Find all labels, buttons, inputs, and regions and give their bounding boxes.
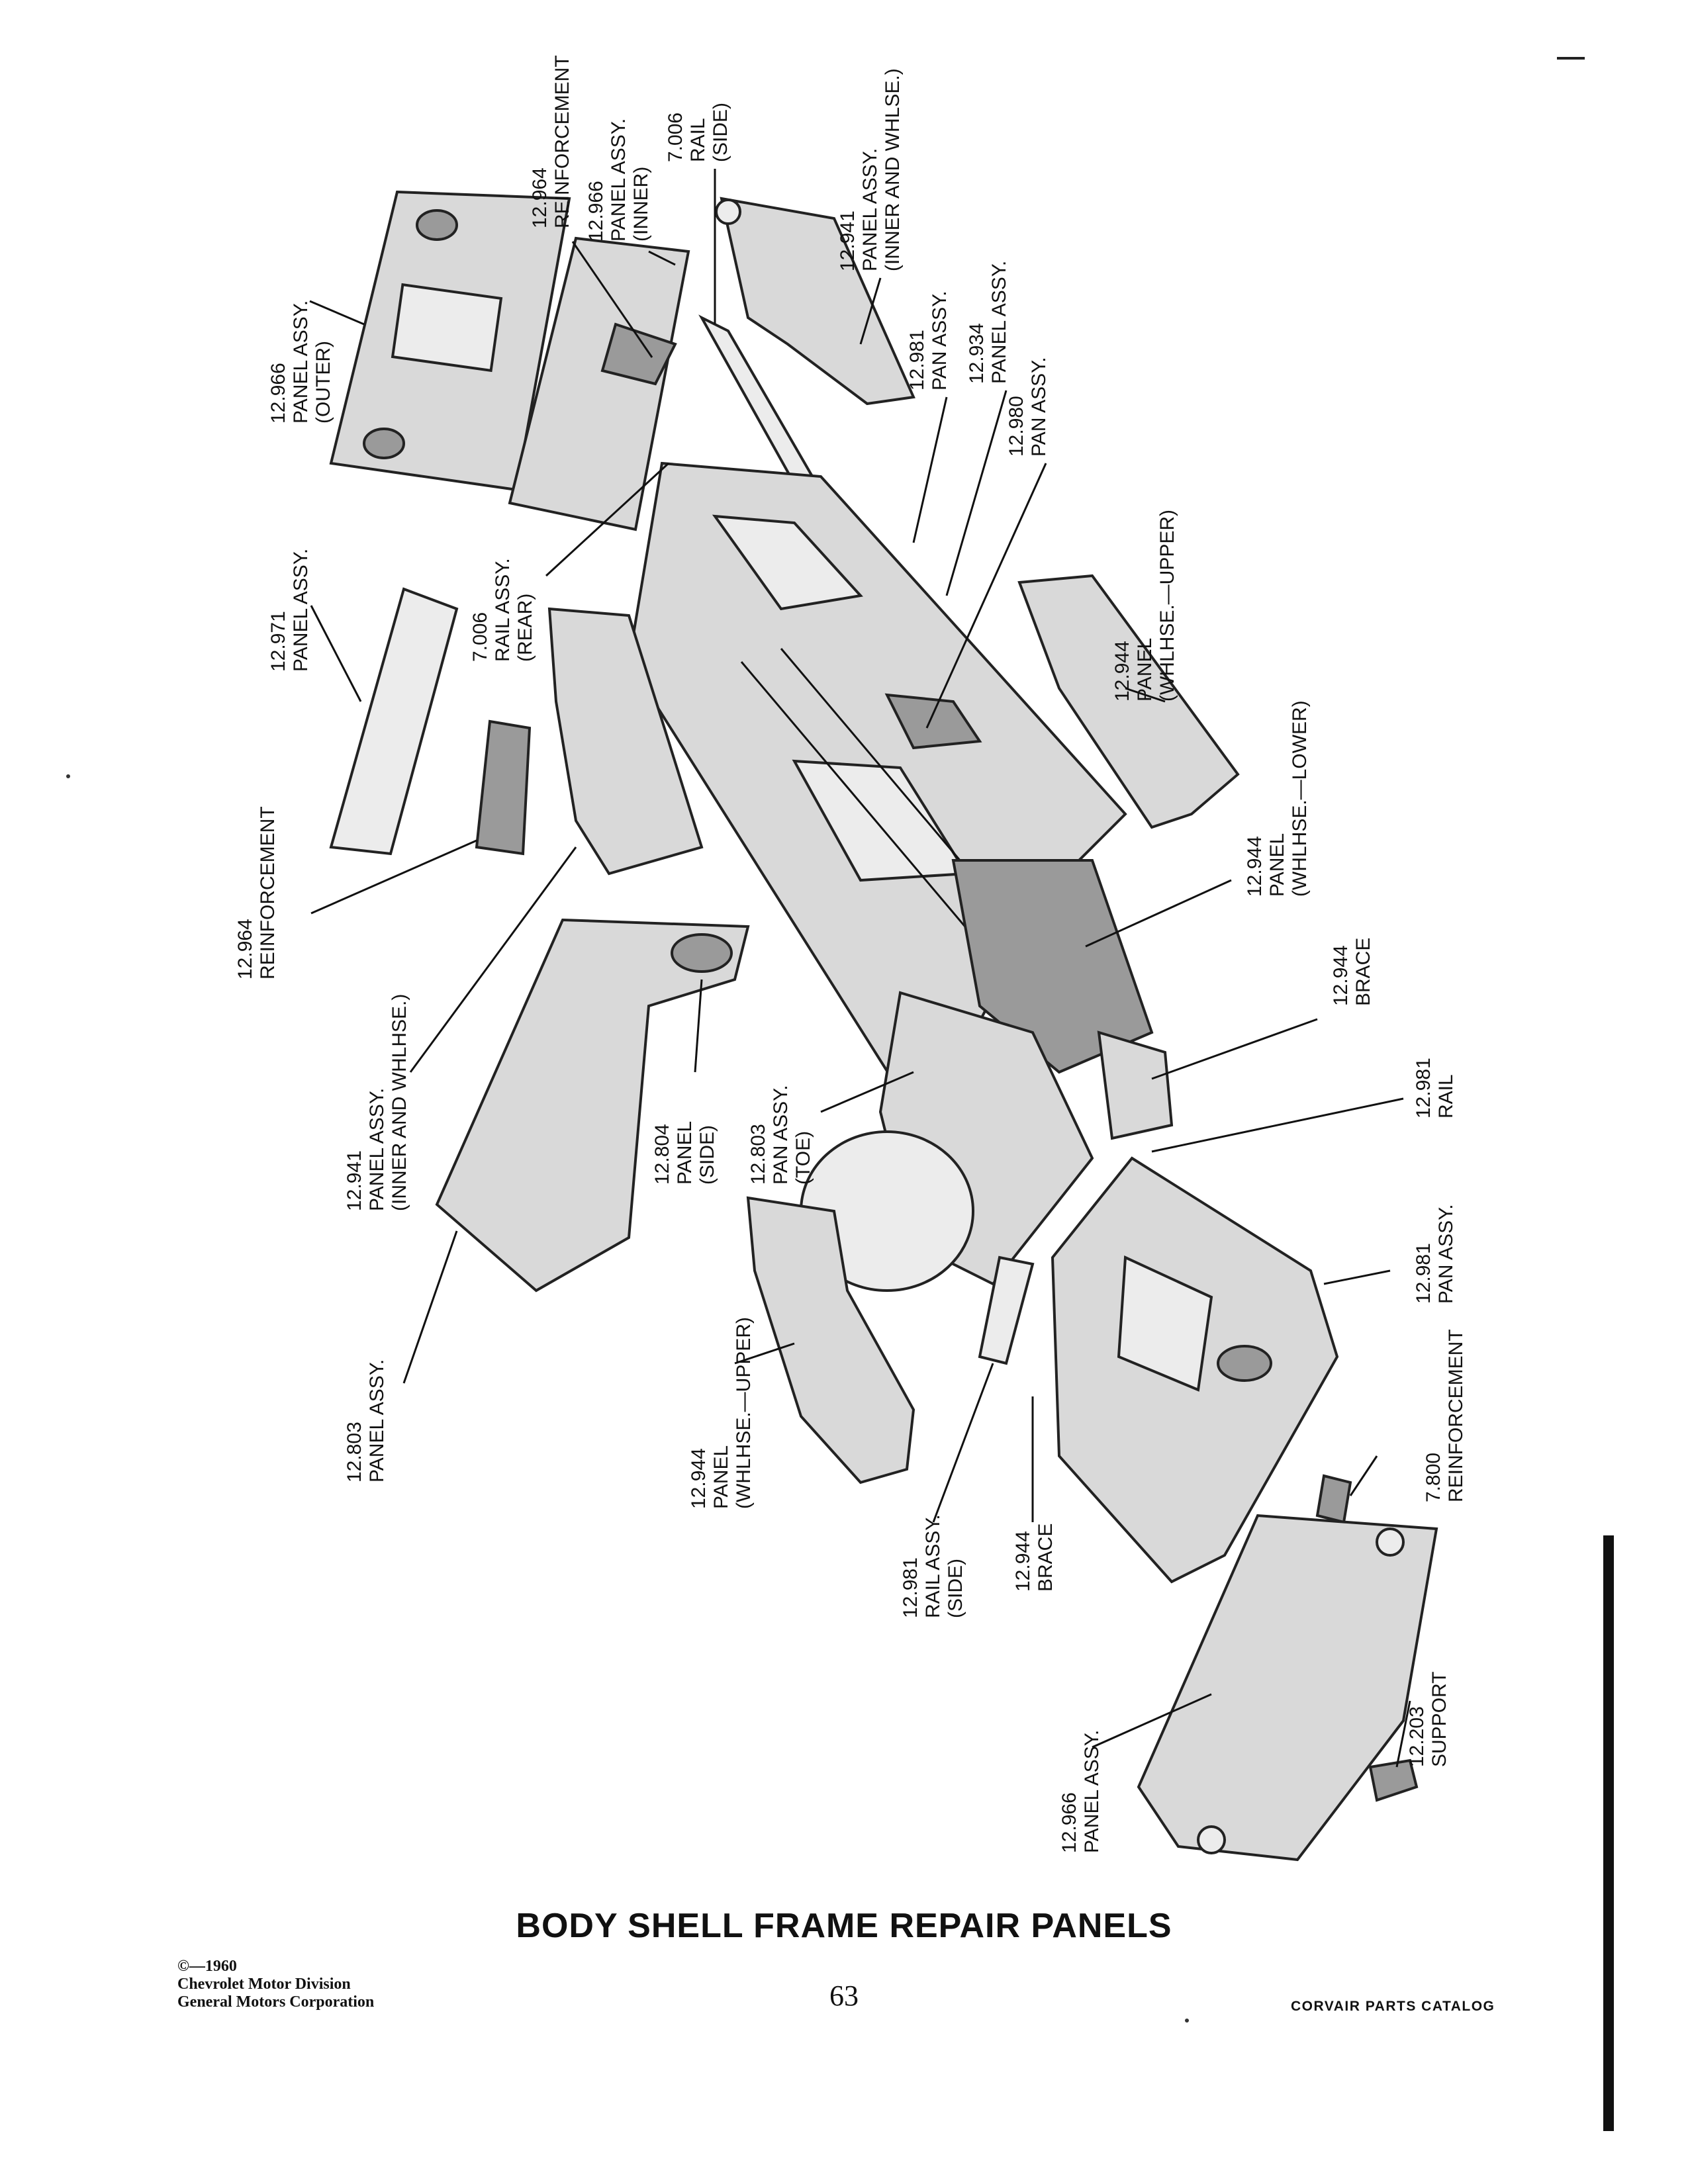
callout-label-line: (TOE) — [792, 1130, 814, 1185]
callout-label-line: 12.981 — [1413, 1058, 1434, 1118]
callout-label-line: 7.006 — [469, 612, 491, 662]
callout-label — [900, 1514, 966, 1618]
callout-label-line: PANEL — [674, 1120, 696, 1185]
callout-label — [1406, 1672, 1450, 1767]
callout-label-line: 12.804 — [651, 1124, 673, 1185]
callout-label-line: PANEL — [1134, 637, 1156, 702]
callout-label-line: 12.203 — [1406, 1706, 1428, 1767]
callout-label-line: PAN ASSY. — [1028, 357, 1050, 457]
callout-label-line: PANEL ASSY. — [988, 260, 1010, 384]
callout-label-line: REINFORCEMENT — [551, 55, 573, 228]
copyright-line: ©—1960 — [177, 1958, 237, 1975]
callout-label-line: BRACE — [1352, 937, 1374, 1006]
callout-label — [1330, 938, 1374, 1006]
callout-label — [1058, 1730, 1103, 1853]
callout-label-line: 12.964 — [234, 919, 256, 979]
callout-label-line: 12.981 — [1413, 1243, 1434, 1304]
callout-label-line: PANEL ASSY. — [608, 118, 630, 242]
callout-label-line: PANEL ASSY. — [290, 300, 312, 424]
callout-label — [837, 68, 904, 271]
callout-label — [234, 806, 279, 979]
callout-label-line: PAN ASSY. — [1435, 1204, 1457, 1304]
callout-label — [585, 118, 652, 242]
callout-label — [529, 55, 573, 228]
callout-label-line: (REAR) — [514, 593, 536, 662]
callout-label-line: (WHLHSE.—LOWER) — [1289, 700, 1311, 897]
callout-label-line: SUPPORT — [1429, 1671, 1450, 1767]
callout-label-line: REINFORCEMENT — [1445, 1329, 1467, 1502]
callout-label-line: (INNER AND WHLHSE.) — [389, 993, 410, 1211]
callout-label-line: 12.966 — [585, 181, 607, 242]
copyright-block — [177, 1958, 374, 2011]
callout-label-line: (OUTER) — [312, 341, 334, 424]
callout-label-line: (INNER AND WHLSE.) — [882, 68, 904, 271]
callout-label — [267, 300, 334, 424]
callout-label — [1413, 1204, 1457, 1304]
callout-label — [344, 1359, 388, 1482]
callout-label-line: 12.934 — [966, 323, 988, 384]
callout-label — [688, 1317, 755, 1509]
callout-label — [651, 1121, 718, 1185]
copyright-line: General Motors Corporation — [177, 1993, 375, 2011]
callout-label-line: 12.944 — [1012, 1531, 1034, 1592]
callout-label-line: (SIDE) — [696, 1125, 718, 1185]
callout-label — [1012, 1524, 1056, 1592]
callout-label-line: 12.941 — [344, 1150, 365, 1211]
callout-label-line: RAIL — [1435, 1074, 1457, 1118]
callout-label — [469, 558, 536, 662]
callout-label-line: PANEL ASSY. — [859, 148, 881, 271]
scan-speck — [1185, 2019, 1189, 2023]
callout-label-line: 12.971 — [267, 611, 289, 672]
scan-edge-bar — [1603, 1535, 1614, 2131]
callout-label-line: 12.803 — [747, 1124, 769, 1185]
callout-label-line: 12.944 — [1330, 945, 1352, 1006]
callout-label-line: PANEL ASSY. — [366, 1359, 388, 1482]
callout-label-line: 12.944 — [1111, 641, 1133, 702]
callout-label-line: (WHLHSE.—UPPER) — [733, 1316, 755, 1509]
callout-label — [966, 261, 1010, 384]
callout-label-line: 12.944 — [688, 1448, 710, 1509]
callout-label-line: PANEL ASSY. — [290, 548, 312, 672]
callout-label-line: 7.800 — [1423, 1452, 1444, 1502]
scan-speck — [66, 774, 70, 778]
callout-label — [747, 1085, 814, 1185]
callout-label-line: 12.966 — [267, 363, 289, 424]
callout-label — [1006, 357, 1050, 457]
margin-dash-mark — [1557, 57, 1585, 60]
part-rear-filler-panel — [331, 589, 457, 854]
part-brace-right — [1099, 1032, 1172, 1138]
callout-label-line: 12.964 — [529, 167, 551, 228]
callout-label-line: (SIDE) — [710, 103, 731, 162]
callout-label-line: 12.981 — [900, 1557, 921, 1618]
callout-label — [344, 994, 410, 1211]
callout-label — [267, 549, 312, 672]
part-reinforcement-front — [1317, 1476, 1350, 1522]
callout-label-line: PANEL — [710, 1445, 732, 1509]
catalog-name: CORVAIR PARTS CATALOG — [1291, 1999, 1495, 2014]
callout-label — [1413, 1058, 1457, 1118]
callout-label-line: 12.941 — [837, 210, 859, 271]
callout-label-line: BRACE — [1035, 1523, 1056, 1592]
parts-illustration — [331, 192, 1436, 1860]
copyright-line: Chevrolet Motor Division — [177, 1976, 351, 1993]
callout-label-line: PANEL — [1266, 833, 1288, 897]
callout-label-line: (INNER) — [630, 166, 652, 242]
callout-label-line: 12.944 — [1244, 836, 1266, 897]
callout-label-line: PANEL ASSY. — [1081, 1729, 1103, 1853]
callout-label-line: RAIL ASSY. — [492, 558, 514, 662]
callout-label-line: (WHLHSE.—UPPER) — [1156, 509, 1178, 702]
callout-label-line: 12.966 — [1058, 1792, 1080, 1853]
callout-label-line: RAIL ASSY. — [922, 1514, 944, 1618]
page-number: 63 — [829, 1979, 859, 2012]
callout-label-line: PAN ASSY. — [770, 1085, 792, 1185]
callout-label — [1244, 700, 1311, 897]
callout-label-line: PAN ASSY. — [929, 291, 951, 390]
callout-label — [906, 291, 951, 390]
callout-label — [665, 103, 731, 162]
callout-label-line: 12.980 — [1006, 396, 1027, 457]
callout-label — [1111, 510, 1178, 702]
callout-label-line: RAIL — [687, 118, 709, 162]
callout-label — [1423, 1329, 1467, 1502]
callout-label-line: REINFORCEMENT — [257, 806, 279, 979]
callout-label-line: PANEL ASSY. — [366, 1087, 388, 1211]
callout-label-line: (SIDE) — [945, 1559, 966, 1618]
callout-label-line: 7.006 — [665, 112, 686, 162]
callout-label-line: 12.981 — [906, 330, 928, 390]
part-reinforcement-small — [477, 721, 530, 854]
page-title: BODY SHELL FRAME REPAIR PANELS — [516, 1907, 1172, 1945]
part-front-inner-wheelhouse-left — [437, 920, 748, 1291]
callout-label-line: 12.803 — [344, 1422, 365, 1482]
